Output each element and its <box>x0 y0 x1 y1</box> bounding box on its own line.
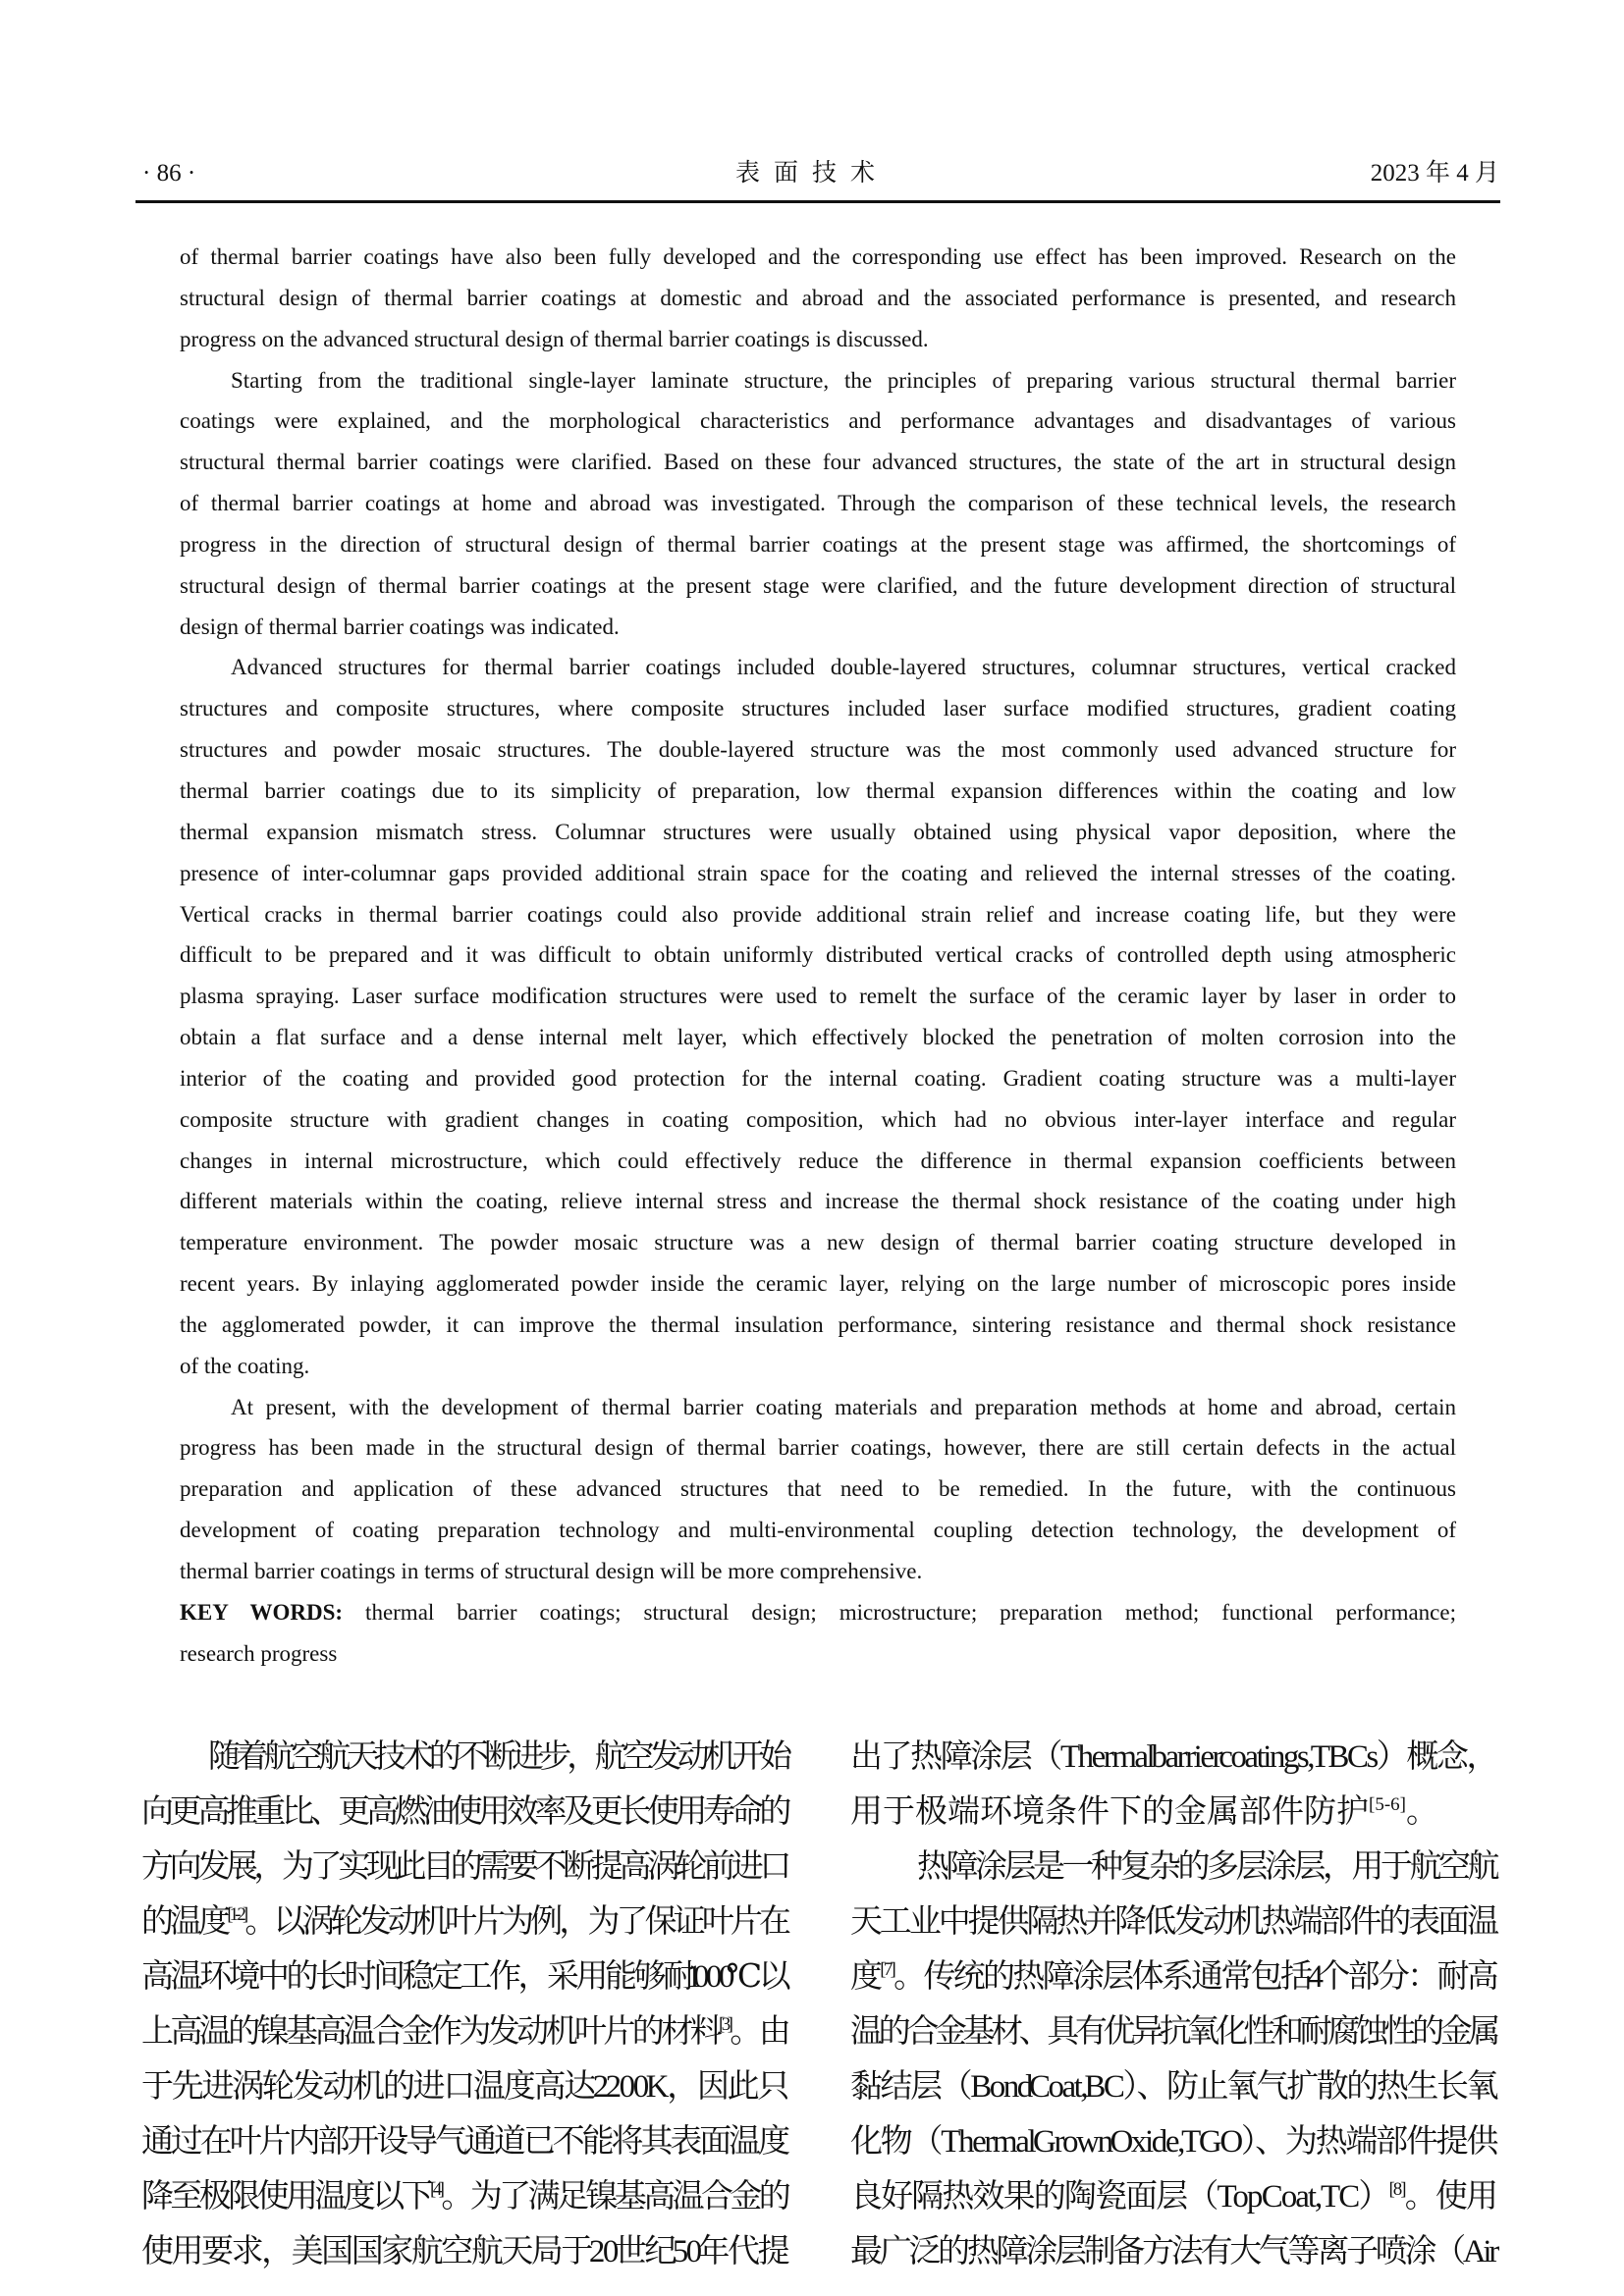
abstract-line: difficult to be prepared and it was difficult to obtain uniformly distributed vertical cracks of controlled depth using atmospheric <box>180 942 1456 968</box>
text-run: 使用要求，美国国家航空航天局于 20 世纪 50 年代提 <box>141 2234 787 2269</box>
body-line <box>850 2169 1496 2224</box>
abstract-line: obtain a flat surface and a dense internal melt layer, which effectively blocked the penetration of molten corrosion into the <box>180 1025 1456 1050</box>
abstract-line: interior of the coating and provided good protection for the internal coating. Gradient coating structure was a multi-layer <box>180 1065 1456 1091</box>
text-run: 温的合金基材、具有优异抗氧化性和耐腐蚀性的金属 <box>850 2014 1496 2050</box>
citation: [3] <box>719 2014 731 2035</box>
abstract-line: Vertical cracks in thermal barrier coatings could also provide additional strain relief and increase coating life, but they were <box>180 901 1456 927</box>
body-line <box>141 2114 787 2169</box>
abstract-line: preparation and application of these advanced structures that need to be remedied. In the future, with the continuous <box>180 1476 1456 1502</box>
abstract-line: thermal barrier coatings due to its simplicity of preparation, low thermal expansion differences within the coating and low <box>180 777 1456 803</box>
text-run: 。以涡轮发动机叶片为例，为了保证叶片在 <box>244 1904 788 1940</box>
keywords-line: research progress <box>180 1640 338 1666</box>
abstract-line: of the coating. <box>180 1353 310 1378</box>
text-run: 。 <box>1405 1794 1438 1830</box>
text-run: 的温度 <box>141 1904 228 1940</box>
english-abstract <box>180 237 1456 1675</box>
abstract-line: recent years. By inlaying agglomerated powder inside the ceramic layer, relying on the large number of microscopic pores inside <box>180 1271 1456 1297</box>
body-line <box>850 2224 1496 2279</box>
body-line <box>141 2169 787 2224</box>
body-line <box>141 2059 787 2114</box>
text-run: 降至极限使用温度以下 <box>141 2179 431 2215</box>
text-run: 。为了满足镍基高温合金的 <box>441 2179 788 2215</box>
text-run: 化物（Thermal Grown Oxide, TGO）、为热端部件提供 <box>850 2124 1496 2160</box>
text-run: 良好隔热效果的陶瓷面层（Top Coat, TC） <box>850 2179 1389 2215</box>
body-line <box>850 1840 1496 1895</box>
abstract-line: composite structure with gradient changes in coating composition, which had no obvious inter-layer interface and regular <box>180 1106 1456 1132</box>
abstract-line: At present, with the development of thermal barrier coating materials and preparation methods at home and abroad, certain <box>231 1394 1456 1419</box>
abstract-line: structural design of thermal barrier coatings at domestic and abroad and the associated performance is presented, and research <box>180 285 1456 310</box>
keywords-line <box>180 1592 1456 1633</box>
body-column-left <box>141 1730 787 2279</box>
abstract-line: progress has been made in the structural design of thermal barrier coatings, however, there are still certain defects in the actual <box>180 1435 1456 1461</box>
body-line <box>850 1785 1496 1840</box>
text-run: 。由 <box>730 2014 788 2050</box>
body-line <box>141 2004 787 2059</box>
abstract-line: the agglomerated powder, it can improve the thermal insulation performance, sintering resistance and thermal shock resistance <box>180 1311 1456 1337</box>
citation: [4] <box>430 2179 442 2200</box>
body-line <box>141 1840 787 1895</box>
body-line <box>850 2114 1496 2169</box>
abstract-line: progress on the advanced structural design of thermal barrier coatings is discussed. <box>180 326 929 351</box>
abstract-line: structures and composite structures, where composite structures included laser surface modified structures, gradient coating <box>180 696 1456 721</box>
abstract-line: presence of inter-columnar gaps provided additional strain space for the coating and relieved the internal stresses of the coating. <box>180 860 1456 885</box>
text-run: 高温环境中的长时间稳定工作，采用能够耐 1 000 ℃以 <box>141 1959 788 1995</box>
body-column-right <box>850 1730 1496 2279</box>
text-run: 黏结层（Bond Coat, BC）、防止氧气扩散的热生长氧 <box>850 2069 1496 2105</box>
body-line <box>141 1785 787 1840</box>
abstract-line: changes in internal microstructure, which could effectively reduce the difference in thermal expansion coefficients between <box>180 1148 1456 1173</box>
text-run: 上高温的镍基高温合金作为发动机叶片的材料 <box>141 2014 720 2050</box>
abstract-line: Starting from the traditional single-layer laminate structure, the principles of preparing various structural thermal barrier <box>231 367 1456 393</box>
citation: [7] <box>880 1959 894 1980</box>
text-run: 向更高推重比、更高燃油使用效率及更长使用寿命的 <box>141 1794 787 1830</box>
abstract-line: structural thermal barrier coatings were clarified. Based on these four advanced structures, the state of the art in structural design <box>180 450 1456 475</box>
text-run: 天工业中提供隔热并降低发动机热端部件的表面温 <box>850 1904 1496 1940</box>
abstract-line: design of thermal barrier coatings was indicated. <box>180 614 620 639</box>
page-number: · 86 · <box>142 160 196 187</box>
body-line <box>850 2059 1496 2114</box>
abstract-line: development of coating preparation technology and multi-environmental coupling detection technology, the development of <box>180 1518 1456 1543</box>
abstract-line: temperature environment. The powder mosaic structure was a new design of thermal barrier coating structure developed in <box>180 1230 1456 1255</box>
abstract-line: coatings were explained, and the morphological characteristics and performance advantages and disadvantages of various <box>180 408 1456 434</box>
abstract-line: of thermal barrier coatings have also been fully developed and the corresponding use effect has been improved. Research on the <box>180 244 1456 269</box>
text-run: 度 <box>850 1959 881 1995</box>
abstract-line: thermal barrier coatings in terms of structural design will be more comprehensive. <box>180 1559 923 1583</box>
text-run: 热障涂层是一种复杂的多层涂层，用于航空航 <box>917 1849 1496 1885</box>
citation: [8] <box>1388 2179 1405 2200</box>
body-line <box>141 2224 787 2279</box>
body-line <box>850 1895 1496 1949</box>
text-run: 于先进涡轮发动机的进口温度高达 2 200 K，因此只 <box>141 2069 787 2105</box>
issue-date: 2023 年 4 月 <box>1370 160 1499 187</box>
abstract-line: structures and powder mosaic structures. The double-layered structure was the most commonly used advanced structure for <box>180 737 1456 763</box>
text-run: 。传统的热障涂层体系通常包括 4 个部分：耐高 <box>893 1959 1496 1995</box>
abstract-line: thermal expansion mismatch stress. Columnar structures were usually obtained using physical vapor deposition, where the <box>180 819 1456 844</box>
body-line <box>141 1730 787 1785</box>
header-rule <box>135 200 1500 203</box>
keywords-label: KEY WORDS: <box>180 1599 344 1625</box>
body-line <box>141 1949 787 2004</box>
text-run: 通过在叶片内部开设导气通道已不能将其表面温度 <box>141 2124 787 2160</box>
citation: [5-6] <box>1369 1794 1406 1815</box>
text-run: 出了热障涂层（Thermal barrier coatings, TBCs）概念， <box>850 1739 1496 1775</box>
abstract-line: plasma spraying. Laser surface modification structures were used to remelt the surface of the ceramic layer by laser in order to <box>180 984 1456 1009</box>
abstract-line: Advanced structures for thermal barrier coatings included double-layered structures, columnar structures, vertical cracked <box>231 655 1456 680</box>
body-line <box>850 2004 1496 2059</box>
abstract-line: different materials within the coating, relieve internal stress and increase the thermal shock resistance of the coating under high <box>180 1189 1456 1214</box>
body-line <box>850 1730 1496 1785</box>
text-run: 。使用 <box>1404 2179 1496 2215</box>
abstract-line: of thermal barrier coatings at home and abroad was investigated. Through the comparison of these technical levels, the research <box>180 491 1456 516</box>
abstract-line: structural design of thermal barrier coatings at the present stage were clarified, and the future development direction of structural <box>180 572 1456 598</box>
text-run: 最广泛的热障涂层制备方法有大气等离子喷涂（Air <box>850 2234 1496 2269</box>
body-line <box>850 1949 1496 2004</box>
abstract-line: progress in the direction of structural design of thermal barrier coatings at the present stage was affirmed, the shortcomings of <box>180 531 1456 557</box>
journal-title: 表面技术 <box>734 160 889 187</box>
text-run: 方向发展，为了实现此目的需要不断提高涡轮前进口 <box>141 1849 787 1885</box>
text-run: 随着航空航天技术的不断进步，航空发动机开始 <box>208 1739 788 1775</box>
text-run: 用于极端环境条件下的金属部件防护 <box>850 1794 1369 1830</box>
citation: [1-2] <box>227 1904 245 1925</box>
body-line <box>141 1895 787 1949</box>
keywords-text: thermal barrier coatings; structural design; microstructure; preparation method; functional performance; <box>343 1599 1456 1625</box>
